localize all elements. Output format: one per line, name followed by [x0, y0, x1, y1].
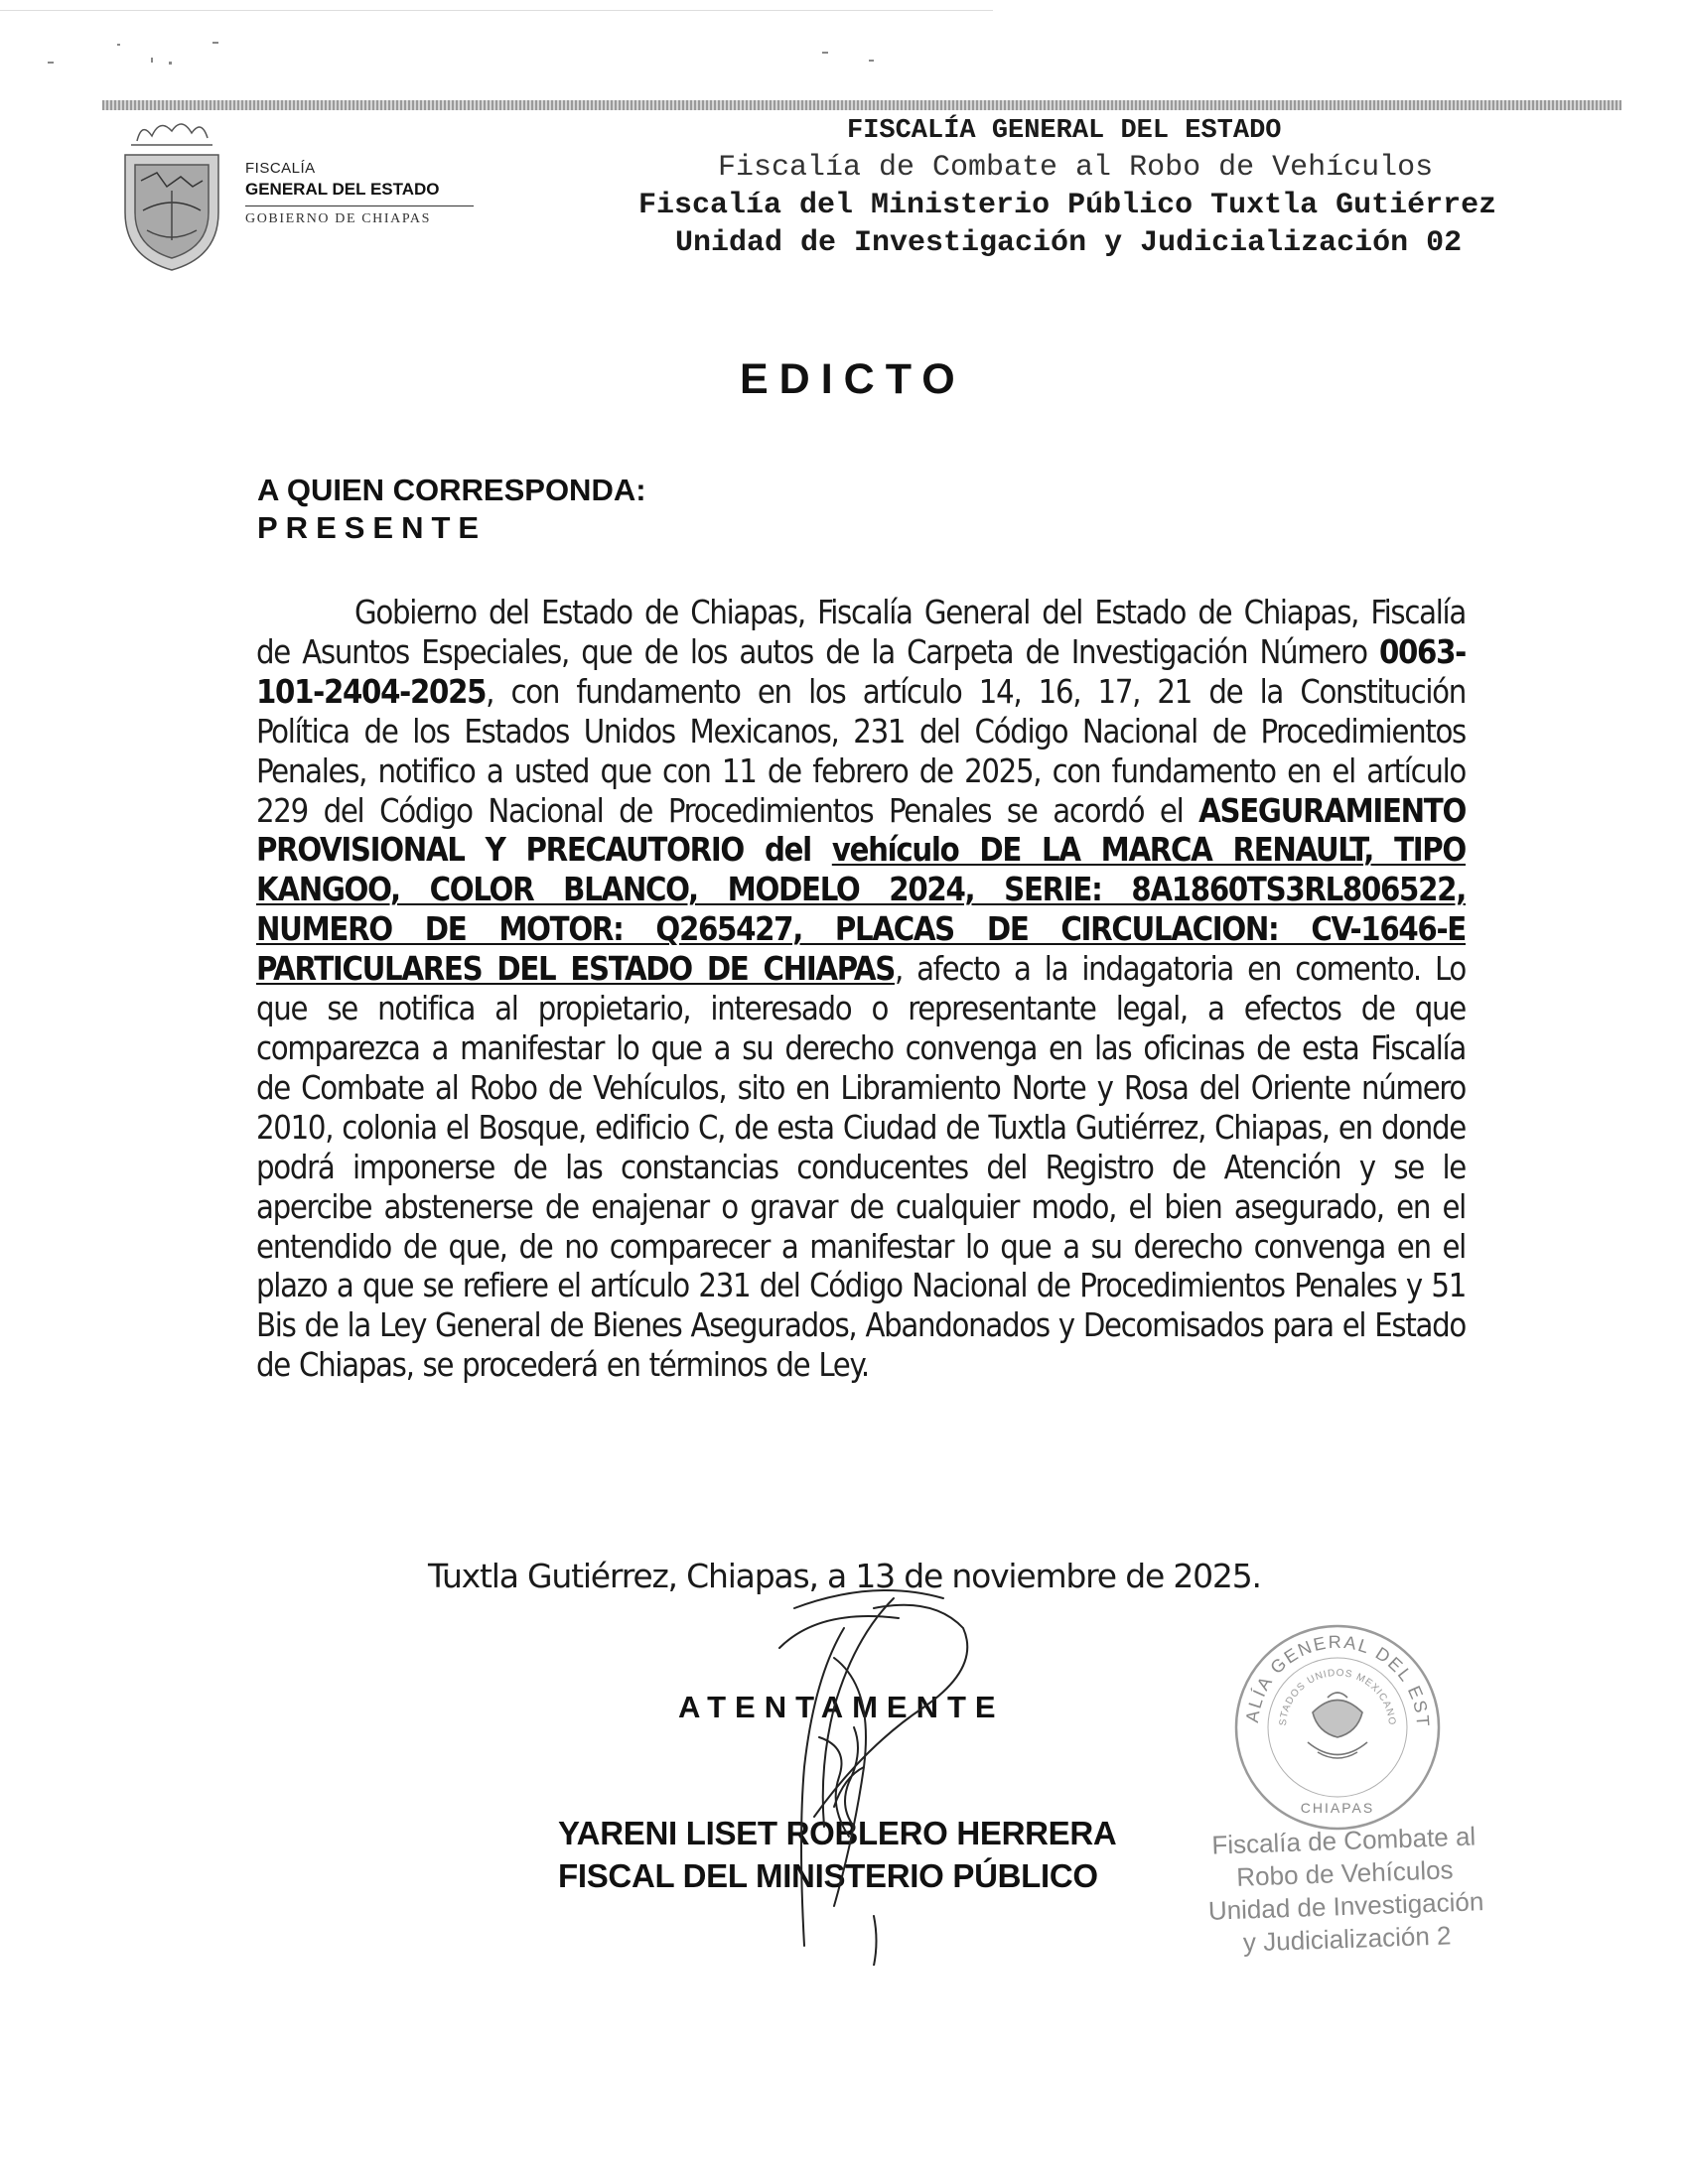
seal-inner-text: STADOS UNIDOS MEXICANO: [1277, 1667, 1398, 1726]
seal-bottom-text: CHIAPAS: [1300, 1800, 1375, 1816]
body-paragraph: [256, 594, 1466, 1386]
fge-shield-logo: [117, 111, 226, 275]
presente: PRESENTE: [257, 510, 488, 545]
scan-noise: [0, 0, 1688, 89]
seal-caption: [1180, 1819, 1511, 1961]
addressee: A QUIEN CORRESPONDA:: [257, 473, 646, 507]
letterhead-line-3: Fiscalía del Ministerio Público Tuxtla Gutiérrez: [638, 189, 1497, 222]
vehicle-description: vehículo DE LA MARCA RENAULT, TIPO KANGOO, COLOR BLANCO, MODELO 2024, SERIE: 8A1860TS3RL806522, NUMERO DE MOTOR: Q265427, PLACAS DE CIRCULACION: CV-1646-E PARTICULARES DEL ESTADO DE CHIAPAS: [256, 831, 1466, 989]
seal-caption-line-4: y Judicialización 2: [1242, 1920, 1452, 1958]
handwritten-signature: [725, 1588, 983, 1966]
document-title: EDICTO: [740, 355, 966, 403]
body-intro: Gobierno del Estado de Chiapas, Fiscalía General del Estado de Chiapas, Fiscalía de Asuntos Especiales, que de los autos de la Carpeta de Investigación Número: [256, 594, 1466, 671]
logo-line-gobierno: GOBIERNO DE CHIAPAS: [245, 211, 432, 226]
seal-caption-line-1: Fiscalía de Combate al: [1210, 1821, 1477, 1860]
logo-line-fiscalia: FISCALÍA: [245, 160, 316, 177]
seal-caption-line-3: Unidad de Investigación: [1207, 1886, 1484, 1926]
signatory-title: FISCAL DEL MINISTERIO PÚBLICO: [558, 1857, 1098, 1894]
body-notice: , afecto a la indagatoria en comento. Lo que se notifica al propietario, interesado o representante legal, a efectos de que comparezca a manifestar lo que a su derecho convenga en las oficinas de esta Fiscalía de Combate al Robo de Vehículos, sito en Libramiento Norte y Rosa del Oriente número 2010, colonia el Bosque, edificio C, de esta Ciudad de Tuxtla Gutiérrez, Chiapas, en donde podrá imponerse de las constancias conducentes del Registro de Atención y se le apercibe abstenerse de enajenar o gravar de cualquier modo, el bien asegurado, en el entendido de que, de no comparecer a manifestar lo que a su derecho convenga en el plazo a que se refiere el artículo 231 del Código Nacional de Procedimientos Penales y 51 Bis de la Ley General de Bienes Asegurados, Abandonados y Decomisados para el Estado de Chiapas, se procederá en términos de Ley.: [256, 950, 1466, 1385]
letterhead-line-2: Fiscalía de Combate al Robo de Vehículos: [718, 151, 1434, 185]
body-legal-basis: , con fundamento en los artículo 14, 16, 17, 21 de la Constitución Política de los Estados Unidos Mexicanos, 231 del Código Nacional de Procedimientos Penales, notifico a usted que con 11 de febrero de 2025, con fundamento en el artículo 229 del Código Nacional de Procedimientos Penales se acordó el: [256, 672, 1466, 830]
fge-logo-text: [245, 159, 474, 232]
eagle-emblem-icon: [1308, 1693, 1367, 1758]
signatory-name: YARENI LISET ROBLERO HERRERA: [558, 1815, 1117, 1851]
official-seal: [1228, 1618, 1447, 1837]
header-rule: [102, 100, 1621, 110]
seal-outer-text: ALÍA GENERAL DEL EST: [1241, 1631, 1434, 1728]
case-number: 0063-101-2404-2025: [256, 632, 1466, 711]
closing: ATENTAMENTE: [678, 1690, 1005, 1724]
letterhead-line-1: FISCALÍA GENERAL DEL ESTADO: [847, 116, 1282, 146]
letterhead-line-4: Unidad de Investigación y Judicialización 02: [675, 226, 1463, 260]
place-date: Tuxtla Gutiérrez, Chiapas, a 13 de noviembre de 2025.: [428, 1557, 1261, 1595]
measure-text: ASEGURAMIENTO PROVISIONAL Y PRECAUTORIO del: [256, 791, 1466, 870]
logo-line-general: GENERAL DEL ESTADO: [245, 179, 474, 206]
seal-caption-line-2: Robo de Vehículos: [1235, 1854, 1455, 1892]
